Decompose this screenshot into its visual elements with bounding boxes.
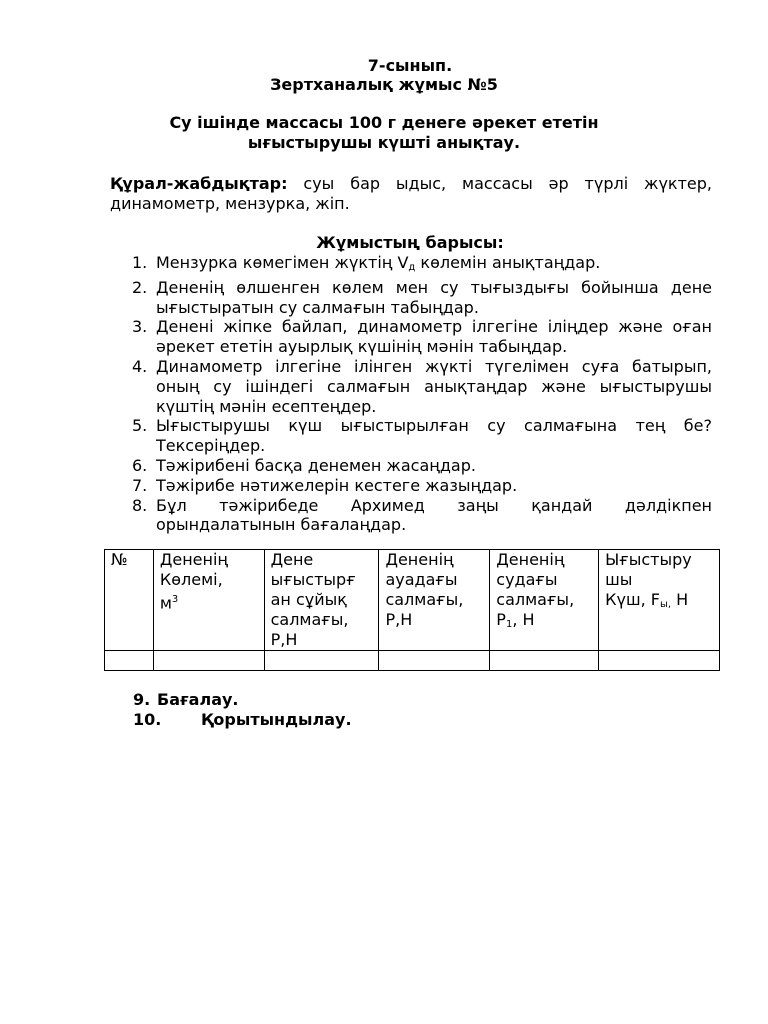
header-cell-text: Дененің <box>496 550 565 569</box>
header-cell-number <box>105 550 154 651</box>
lab-title: Зертханалық жұмыс №5 <box>270 75 498 94</box>
table-cell <box>379 651 490 671</box>
topic-title <box>0 113 768 153</box>
step-number: 8. <box>132 495 148 515</box>
header-cell-text: Дене <box>270 550 314 569</box>
step-item <box>110 416 712 456</box>
step-text: Денені жіпке байлап, динамометр ілгегіне іліңдер және оған әрекет ететін ауырлық күшінің мәнін табыңдар. <box>156 317 712 357</box>
header-cell-text: салмағы, <box>385 590 464 609</box>
header-superscript: 3 <box>171 594 179 605</box>
equipment-text: суы бар ыдыс, массасы әр түрлі жүктер, динамометр, мензурка, жіп. <box>110 174 712 213</box>
step-number: 4. <box>132 356 148 376</box>
step-text: Тәжірибені басқа денемен жасаңдар. <box>156 455 476 475</box>
step-subscript: д <box>408 262 416 273</box>
step-text: Бұл тәжірибеде Архимед заңы қандай дәлдікпен орындалатынын бағалаңдар. <box>156 495 712 535</box>
progress-title: Жұмыстың барысы: <box>316 233 504 252</box>
header-cell-text: шы <box>605 570 633 589</box>
step-item <box>110 496 712 536</box>
item-text: Қорытындылау. <box>201 710 352 729</box>
header-cell-text: Р <box>496 610 506 629</box>
table-row <box>105 651 720 671</box>
item-number: 9. <box>133 690 151 709</box>
step-item <box>110 476 712 496</box>
topic-line-1: Су ішінде массасы 100 г денеге әрекет ететін <box>169 113 599 132</box>
table-header-row <box>105 550 720 651</box>
header-cell-displaced-weight <box>264 550 379 651</box>
header-cell-text: Дененің <box>385 550 454 569</box>
header-cell-text: ан сұйық <box>270 590 347 609</box>
item-number: 10. <box>133 710 162 729</box>
step-text: Ығыстырушы күш ығыстырылған су салмағына тең бе? Тексеріңдер. <box>156 416 712 456</box>
header-cell-text: ауадағы <box>385 570 458 589</box>
header-cell-air-weight <box>379 550 490 651</box>
header <box>0 56 768 94</box>
table-cell <box>264 651 379 671</box>
header-cell-text: Ығыстыру <box>605 550 692 569</box>
step-number: 6. <box>132 455 148 475</box>
header-cell-text: Көлемі, <box>159 570 223 589</box>
header-cell-volume <box>153 550 264 651</box>
header-cell-text: , Н <box>512 610 535 629</box>
header-cell-text: м <box>159 593 172 613</box>
step-text: Динамометр ілгегіне ілінген жүкті түгелімен суға батырып, оның су ішіндегі салмағын анықтаңдар және ығыстырушы күштің мәнін есептеңдер. <box>156 356 712 416</box>
table-cell <box>105 651 154 671</box>
header-cell-text: Н <box>671 590 689 609</box>
header-cell-text: Р,Н <box>385 610 413 629</box>
header-cell-water-weight <box>490 550 599 651</box>
step-number: 3. <box>132 317 148 337</box>
header-cell-text: Р,Н <box>270 630 298 649</box>
step-number: 5. <box>132 416 148 436</box>
grade-label: 7-сынып. <box>367 56 453 75</box>
table-cell <box>490 651 599 671</box>
header-cell-text: ығыстырғ <box>270 570 356 589</box>
header-cell-buoyant-force <box>599 550 720 651</box>
header-subscript: ы, <box>659 599 672 610</box>
step-item <box>110 456 712 476</box>
header-subscript: 1 <box>505 619 513 630</box>
header-cell-text: Күш, F <box>605 590 660 609</box>
step-text: Дененің өлшенген көлем мен су тығыздығы бойынша дене ығыстыратын су салмағын табыңдар. <box>156 277 712 317</box>
step-item <box>110 253 712 278</box>
footer-list <box>133 690 352 730</box>
step-item <box>110 278 712 318</box>
step-item <box>110 357 712 416</box>
list-item <box>133 690 352 710</box>
results-table <box>104 549 720 671</box>
step-number: 2. <box>132 277 148 297</box>
header-cell-text: судағы <box>496 570 558 589</box>
table-cell <box>599 651 720 671</box>
steps-list <box>110 253 712 535</box>
topic-line-2: ығыстырушы күшті анықтау. <box>247 133 521 152</box>
equipment-label: Құрал-жабдықтар: <box>110 174 288 193</box>
equipment-paragraph <box>110 174 712 214</box>
header-cell-text: салмағы, <box>270 610 349 629</box>
header-cell-text: салмағы, <box>496 590 575 609</box>
step-text: Тәжірибе нәтижелерін кестеге жазыңдар. <box>156 475 518 495</box>
list-item <box>133 710 352 730</box>
header-cell-text: № <box>111 550 128 569</box>
step-text: Мензурка көмегімен жүктің V <box>156 253 409 272</box>
step-item <box>110 317 712 357</box>
table-cell <box>153 651 264 671</box>
step-text: көлемін анықтаңдар. <box>415 253 601 272</box>
header-cell-text: Дененің <box>159 550 228 569</box>
step-number: 1. <box>132 253 148 272</box>
item-text: Бағалау. <box>157 690 239 709</box>
step-number: 7. <box>132 475 148 495</box>
